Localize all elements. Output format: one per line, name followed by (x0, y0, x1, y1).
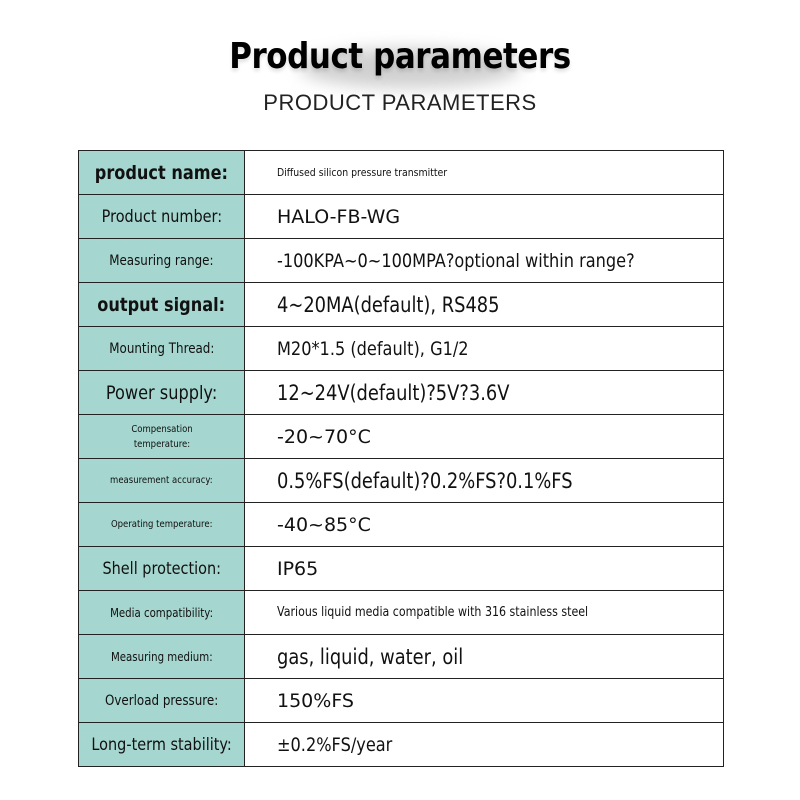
parameters-table (78, 150, 724, 767)
table-row (79, 459, 724, 503)
row-value: 12~24V(default)?5V?3.6V (245, 371, 724, 415)
row-value: 0.5%FS(default)?0.2%FS?0.1%FS (245, 459, 724, 503)
row-label: Media compatibility: (79, 591, 245, 635)
table-row (79, 195, 724, 239)
page-subtitle: PRODUCT PARAMETERS (263, 90, 537, 115)
page-title: Product parameters (229, 36, 571, 77)
row-value: IP65 (245, 547, 724, 591)
row-value: M20*1.5 (default), G1/2 (245, 327, 724, 371)
row-label: Power supply: (79, 371, 245, 415)
row-label: Mounting Thread: (79, 327, 245, 371)
row-value: -20~70°C (245, 415, 724, 459)
row-value: 4~20MA(default), RS485 (245, 283, 724, 327)
row-value: Various liquid media compatible with 316 stainless steel (245, 591, 724, 635)
row-label: output signal: (79, 283, 245, 327)
row-label: Measuring range: (79, 239, 245, 283)
table-row (79, 591, 724, 635)
row-label: Overload pressure: (79, 679, 245, 723)
row-label: Compensation temperature: (79, 415, 245, 459)
table-row (79, 415, 724, 459)
row-value: ±0.2%FS/year (245, 723, 724, 767)
row-value: HALO-FB-WG (245, 195, 724, 239)
table-row (79, 371, 724, 415)
row-label: measurement accuracy: (79, 459, 245, 503)
row-label: Operating temperature: (79, 503, 245, 547)
table-row (79, 283, 724, 327)
row-label: Shell protection: (79, 547, 245, 591)
row-value: -40~85°C (245, 503, 724, 547)
table-row (79, 327, 724, 371)
table-row (79, 635, 724, 679)
row-value: Diffused silicon pressure transmitter (245, 151, 724, 195)
row-value: -100KPA~0~100MPA?optional within range? (245, 239, 724, 283)
table-row (79, 547, 724, 591)
table-row (79, 151, 724, 195)
row-label: Product number: (79, 195, 245, 239)
table-row (79, 723, 724, 767)
row-value: gas, liquid, water, oil (245, 635, 724, 679)
table-row (79, 679, 724, 723)
table-row (79, 239, 724, 283)
row-value: 150%FS (245, 679, 724, 723)
row-label: product name: (79, 151, 245, 195)
row-label: Measuring medium: (79, 635, 245, 679)
row-label: Long-term stability: (79, 723, 245, 767)
table-row (79, 503, 724, 547)
